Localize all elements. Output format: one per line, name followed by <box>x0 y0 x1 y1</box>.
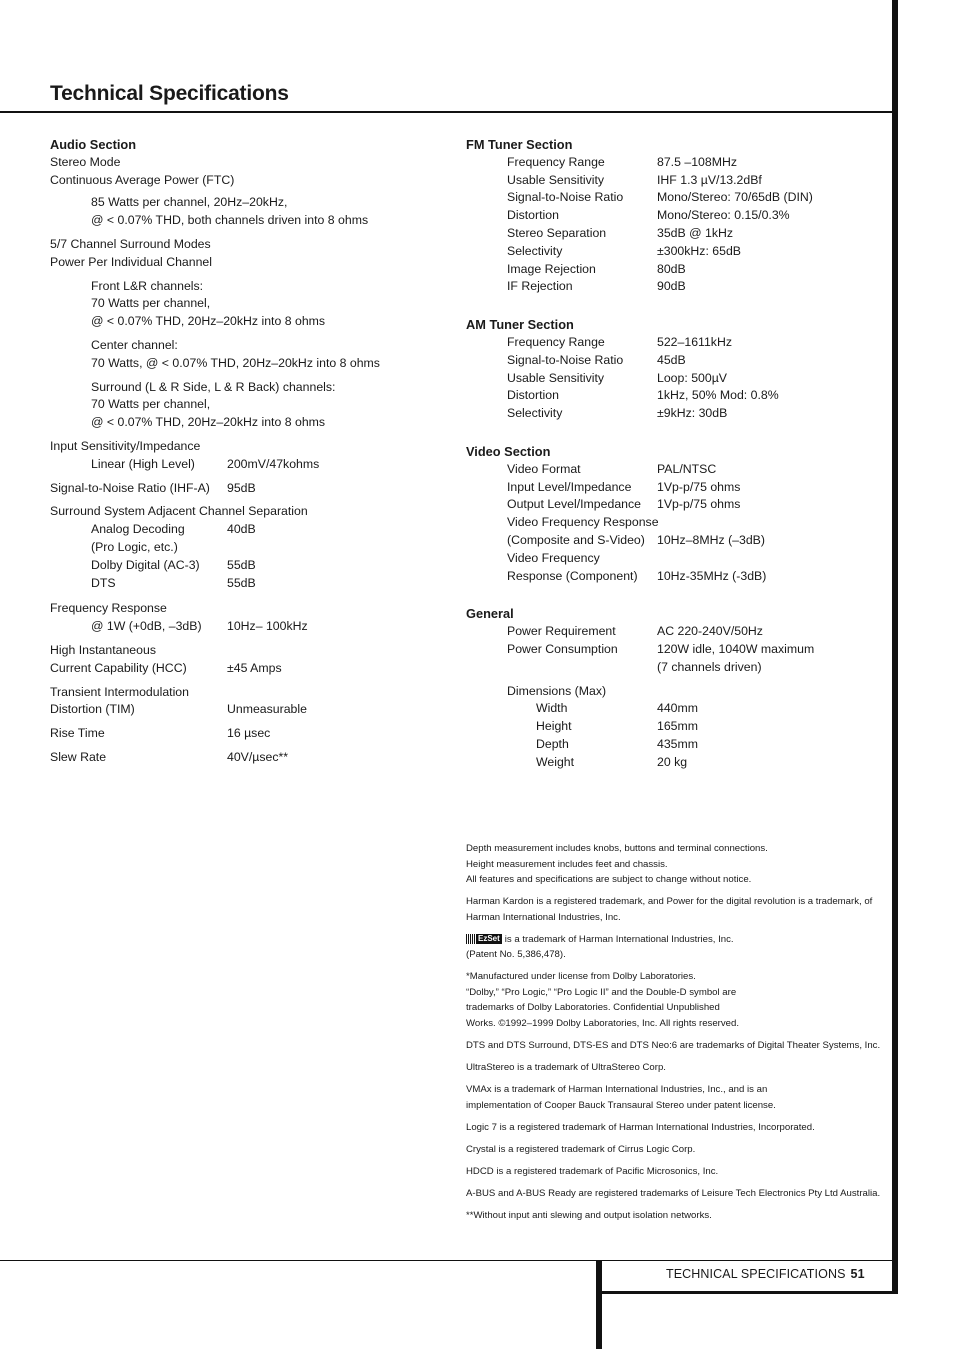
spec-row <box>466 718 886 736</box>
spec-value: 87.5 –108MHz <box>657 154 737 169</box>
note-line: implementation of Cooper Bauck Transaural Stereo under patent license. <box>466 1099 776 1111</box>
spec-row <box>466 479 886 497</box>
spec-value: 55dB <box>227 557 256 572</box>
spec-row <box>466 736 886 754</box>
note <box>466 932 886 963</box>
bottom-rule <box>0 1260 894 1261</box>
spec-key: Stereo Separation <box>507 225 607 240</box>
spec-value: 45dB <box>657 352 686 367</box>
spec-label: Surround System Adjacent Channel Separation <box>50 504 308 519</box>
spec-key: Analog Decoding <box>91 522 185 537</box>
spec-row <box>50 480 440 498</box>
note-line: All features and specifications are subject to change without notice. <box>466 874 752 885</box>
spec-key: Signal-to-Noise Ratio <box>507 190 624 205</box>
footer <box>666 1267 865 1281</box>
spec-key: Frequency Range <box>507 334 605 349</box>
spec-label: Continuous Average Power (FTC) <box>50 172 235 187</box>
spec-key: @ 1W (+0dB, –3dB) <box>91 619 202 634</box>
spec-label: Transient Intermodulation <box>50 684 189 699</box>
spec-row <box>466 278 886 296</box>
spec-value: 435mm <box>657 736 699 751</box>
spec-value: 1Vp-p/75 ohms <box>657 479 741 494</box>
spec-row <box>466 532 886 550</box>
spec-row <box>466 334 886 352</box>
ezset-logo-icon <box>466 934 502 944</box>
spec-key: Current Capability (HCC) <box>50 660 187 675</box>
spec-row <box>466 461 886 479</box>
spec-key: Weight <box>536 754 575 769</box>
spec-row <box>50 618 440 636</box>
spec-key: Frequency Range <box>507 154 605 169</box>
note: A-BUS and A-BUS Ready are registered trademarks of Leisure Tech Electronics Pty Ltd Australia. <box>466 1187 881 1199</box>
tuner-video-general <box>466 136 886 772</box>
audio-heading: Audio Section <box>50 137 137 152</box>
spec-key: Rise Time <box>50 726 105 741</box>
spec-key: Output Level/Impedance <box>507 497 641 512</box>
spec-value: Surround (L & R Side, L & R Back) channels: <box>91 379 336 394</box>
spec-value: IHF 1.3 µV/13.2dBf <box>657 172 762 187</box>
spec-row <box>466 496 886 514</box>
spec-key: Linear (High Level) <box>91 456 195 471</box>
spec-value: 55dB <box>227 575 256 590</box>
spec-key: Power Requirement <box>507 624 616 639</box>
spec-value: 1kHz, 50% Mod: 0.8% <box>657 388 779 403</box>
note <box>466 969 886 1031</box>
spec-key: Distortion (TIM) <box>50 702 135 717</box>
spec-key: Dolby Digital (AC-3) <box>91 557 200 572</box>
note-line: is a trademark of Harman International Industries, Inc. <box>504 933 734 945</box>
spec-key: Distortion <box>507 208 559 223</box>
spec-key: Video Format <box>507 461 581 476</box>
spec-row <box>466 189 886 207</box>
spec-value: AC 220-240V/50Hz <box>657 624 763 639</box>
spec-value: ±9kHz: 30dB <box>657 406 728 421</box>
spec-key: Signal-to-Noise Ratio (IHF-A) <box>50 480 210 495</box>
spec-row <box>466 172 886 190</box>
spec-value: @ < 0.07% THD, 20Hz–20kHz into 8 ohms <box>91 415 326 430</box>
note-line: “Dolby,” “Pro Logic,” “Pro Logic II” and the Double-D symbol are <box>466 986 737 998</box>
page-number: 51 <box>850 1267 865 1281</box>
spec-row <box>466 154 886 172</box>
note: UltraStereo is a trademark of UltraStereo Corp. <box>466 1061 666 1073</box>
spec-key: Usable Sensitivity <box>507 370 605 385</box>
spec-value: 440mm <box>657 701 699 716</box>
spec-row <box>50 725 440 743</box>
footer-section-label: TECHNICAL SPECIFICATIONS <box>666 1267 846 1281</box>
note <box>466 1082 886 1113</box>
audio-section <box>50 136 440 767</box>
spec-value: PAL/NTSC <box>657 461 717 476</box>
spec-row <box>466 405 886 423</box>
spec-key: Video Frequency Response <box>507 515 659 530</box>
right-edge-bar <box>892 0 898 1294</box>
spec-row <box>50 701 440 719</box>
spec-key: IF Rejection <box>507 279 573 294</box>
spec-value: 95dB <box>227 480 256 495</box>
spec-value: 200mV/47kohms <box>227 456 320 471</box>
spec-key: (Pro Logic, etc.) <box>91 539 178 554</box>
spec-value: @ < 0.07% THD, both channels driven into 8 ohms <box>91 213 369 228</box>
spec-value: (7 channels driven) <box>657 659 762 674</box>
spec-value: Center channel: <box>91 337 178 352</box>
top-rule <box>0 111 894 113</box>
spec-key: Height <box>536 719 572 734</box>
note-line: trademarks of Dolby Laboratories. Confidential Unpublished <box>466 1002 720 1014</box>
spec-key: Selectivity <box>507 243 563 258</box>
spec-key: DTS <box>91 575 116 590</box>
spec-key: Image Rejection <box>507 261 596 276</box>
footnotes <box>466 841 886 1230</box>
spec-value: Loop: 500µV <box>657 370 727 385</box>
spec-row <box>466 370 886 388</box>
note: Logic 7 is a registered trademark of Harman International Industries, Incorporated. <box>466 1121 815 1133</box>
spec-key: Usable Sensitivity <box>507 172 605 187</box>
page-title: Technical Specifications <box>50 82 289 105</box>
footer-bar-horizontal <box>596 1291 898 1294</box>
spec-value: 70 Watts per channel, <box>91 296 211 311</box>
spec-row <box>50 660 440 678</box>
spec-value: 10Hz-35MHz (-3dB) <box>657 568 767 583</box>
spec-value: 35dB @ 1kHz <box>657 225 734 240</box>
spec-label: Stereo Mode <box>50 154 121 169</box>
spec-label: Frequency Response <box>50 601 167 616</box>
spec-row <box>466 623 886 641</box>
spec-row <box>466 641 886 659</box>
spec-value: Front L&R channels: <box>91 278 204 293</box>
spec-row <box>50 557 440 575</box>
note-line: Depth measurement includes knobs, buttons and terminal connections. <box>466 843 768 854</box>
fm-rows <box>466 154 886 296</box>
spec-value: 16 µsec <box>227 726 271 741</box>
spec-value: 90dB <box>657 279 686 294</box>
am-heading: AM Tuner Section <box>466 317 574 333</box>
spec-row <box>50 749 440 767</box>
ezset-logo-text: EzSet <box>478 934 500 944</box>
spec-label: High Instantaneous <box>50 642 156 657</box>
spec-value: 40dB <box>227 522 256 537</box>
note: HDCD is a registered trademark of Pacific Microsonics, Inc. <box>466 1165 719 1177</box>
note: **Without input anti slewing and output isolation networks. <box>466 1210 712 1222</box>
spec-row <box>466 243 886 261</box>
spec-value: 20 kg <box>657 754 688 769</box>
spec-row <box>466 352 886 370</box>
spec-label: Dimensions (Max) <box>507 683 607 698</box>
spec-value: 522–1611kHz <box>657 334 732 349</box>
spec-value: @ < 0.07% THD, 20Hz–20kHz into 8 ohms <box>91 314 326 329</box>
spec-value: 10Hz– 100kHz <box>227 619 308 634</box>
spec-value: 120W idle, 1040W maximum <box>657 641 815 656</box>
spec-value: ±45 Amps <box>227 660 282 675</box>
note: Crystal is a registered trademark of Cirrus Logic Corp. <box>466 1143 696 1155</box>
spec-key: Width <box>536 701 568 716</box>
spec-row <box>50 456 440 474</box>
spec-value: Mono/Stereo: 0.15/0.3% <box>657 208 790 223</box>
note <box>466 841 886 888</box>
spec-row <box>466 568 886 586</box>
note-line: VMAx is a trademark of Harman International Industries, Inc., and is an <box>466 1084 768 1096</box>
spec-value: ±300kHz: 65dB <box>657 243 741 258</box>
spec-key: Power Consumption <box>507 641 618 656</box>
video-heading: Video Section <box>466 443 551 459</box>
spec-label: 5/7 Channel Surround Modes <box>50 236 211 251</box>
spec-row <box>466 261 886 279</box>
spec-value: 70 Watts, @ < 0.07% THD, 20Hz–20kHz into 8 ohms <box>91 355 380 370</box>
spec-value: Unmeasurable <box>227 702 307 717</box>
spec-key: Response (Component) <box>507 568 638 583</box>
spec-value: 40V/µsec** <box>227 749 289 764</box>
note: Harman Kardon is a registered trademark, and Power for the digital revolution is a trademark, of Harman International Industries, Inc. <box>466 896 873 923</box>
spec-key: Input Level/Impedance <box>507 479 632 494</box>
spec-row <box>466 700 886 718</box>
spec-row <box>466 659 886 677</box>
spec-key: Signal-to-Noise Ratio <box>507 352 624 367</box>
fm-heading: FM Tuner Section <box>466 137 573 152</box>
spec-row <box>50 521 440 539</box>
note-line: Height measurement includes feet and chassis. <box>466 858 668 870</box>
spec-label: Input Sensitivity/Impedance <box>50 438 201 453</box>
spec-key: Selectivity <box>507 406 563 421</box>
spec-label: Power Per Individual Channel <box>50 254 213 269</box>
spec-value: 85 Watts per channel, 20Hz–20kHz, <box>91 195 288 210</box>
spec-key: Video Frequency <box>507 550 600 565</box>
note: DTS and DTS Surround, DTS-ES and DTS Neo:6 are trademarks of Digital Theater Systems, Inc. <box>466 1039 881 1051</box>
spec-row <box>466 754 886 772</box>
spec-key: Distortion <box>507 388 559 403</box>
note-line: Works. ©1992–1999 Dolby Laboratories, Inc. All rights reserved. <box>466 1017 739 1029</box>
general-heading: General <box>466 606 514 622</box>
spec-key: Depth <box>536 736 569 751</box>
spec-value: 80dB <box>657 261 686 276</box>
spec-row <box>466 225 886 243</box>
spec-value: 10Hz–8MHz (–3dB) <box>657 532 765 547</box>
note-line: *Manufactured under license from Dolby Laboratories. <box>466 971 696 983</box>
spec-value: Mono/Stereo: 70/65dB (DIN) <box>657 190 813 205</box>
spec-value: 1Vp-p/75 ohms <box>657 497 741 512</box>
spec-value: 165mm <box>657 719 699 734</box>
spec-row <box>50 575 440 593</box>
spec-row <box>466 207 886 225</box>
spec-row <box>466 387 886 405</box>
spec-value: 70 Watts per channel, <box>91 397 211 412</box>
footer-bar-vertical <box>596 1261 602 1349</box>
note-line: (Patent No. 5,386,478). <box>466 949 566 961</box>
spec-key: (Composite and S-Video) <box>507 532 645 547</box>
spec-key: Slew Rate <box>50 749 107 764</box>
